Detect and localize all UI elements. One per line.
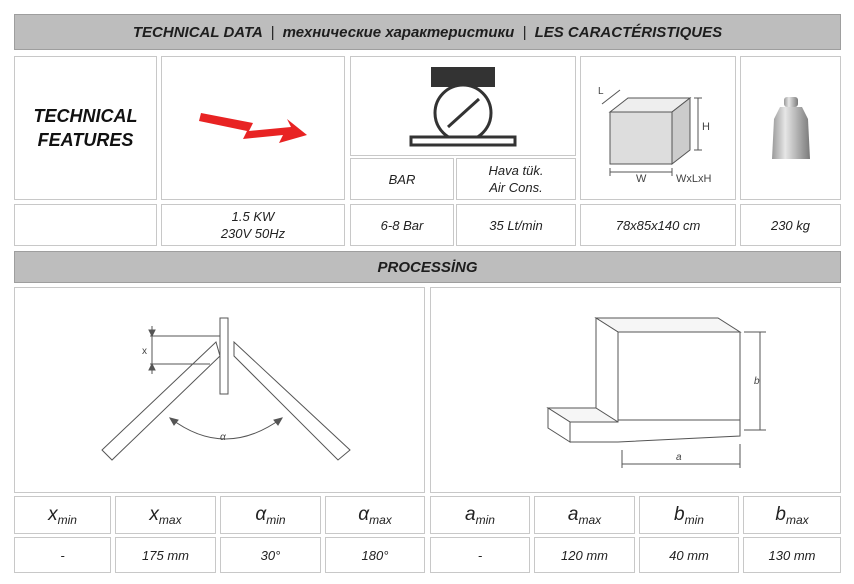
param-alphamin-label: $\alpha_{min}$ [220,496,321,534]
profile-dimensions-diagram [430,287,841,493]
param-amax-label: $a_{max}$ [534,496,635,534]
param-alphamin-value: 30° [220,537,321,573]
dimensions-icon-cell [580,56,736,200]
header-title-ru: технические характеристики [282,23,515,41]
param-amin-value: - [430,537,530,573]
b-dimension-label: b [753,376,760,387]
bar-label: BAR [388,171,416,187]
header-separator: | [270,23,275,41]
weight-icon [766,93,816,163]
bar-label-cell [350,158,454,200]
air-value: 35 Lt/min [489,217,543,233]
processing-header [14,251,841,283]
profile-cut-diagram [14,287,425,493]
param-alphamax-value: 180° [325,537,425,573]
compressor-icon-cell [350,56,576,156]
dimensions-value: 78x85x140 cm [615,217,701,233]
technical-features-label [14,56,157,200]
features-label-line1: TECHNICAL [33,106,138,126]
x-dimension-label: x [141,346,147,357]
weight-value: 230 kg [770,217,811,233]
voltage-value: 230V 50Hz [220,226,286,241]
air-label-line2: Air Cons. [489,180,543,195]
header-title-fr: LES CARACTÉRISTIQUES [534,23,723,41]
param-alphamax-label: $\alpha_{max}$ [325,496,425,534]
param-bmax-label: $b_{max}$ [743,496,841,534]
dimensions-value-cell [580,204,736,246]
param-xmin-label: $x_{min}$ [14,496,111,534]
dims-h-label: H [702,121,710,133]
l-profile-diagram [436,290,836,490]
param-amin-label: $a_{min}$ [430,496,530,534]
miter-angle-diagram [20,290,420,490]
param-bmin-label: $b_{min}$ [639,496,739,534]
alpha-angle-label: α [219,432,226,443]
weight-icon-cell [740,56,841,200]
air-value-cell [456,204,576,246]
power-icon-cell [161,56,345,200]
processing-title: PROCESSİNG [377,258,478,276]
header-title [133,24,722,41]
param-xmax-value: 175 mm [115,537,216,573]
pressure-value-cell [350,204,454,246]
pressure-value: 6-8 Bar [380,217,424,233]
header-separator: | [522,23,527,41]
param-bmax-value: 130 mm [743,537,841,573]
a-dimension-label: a [675,452,682,463]
values-row-empty [14,204,157,246]
air-consumption-label-cell [456,158,576,200]
power-value-cell [161,204,345,246]
air-label-line1: Hava tük. [488,163,544,178]
weight-value-cell [740,204,841,246]
header-title-en: TECHNICAL DATA [132,23,263,41]
technical-data-header [14,14,841,50]
power-value: 1.5 KW [231,209,275,224]
param-xmin-value: - [14,537,111,573]
features-label-line2: FEATURES [37,130,134,150]
dims-w-label: W [636,173,647,185]
dims-l-label: L [598,86,604,97]
param-bmin-value: 40 mm [639,537,739,573]
param-amax-value: 120 mm [534,537,635,573]
compressor-icon [403,61,523,151]
lightning-icon [193,103,313,153]
dimensions-icon [588,68,728,188]
param-xmax-label: $x_{max}$ [115,496,216,534]
dims-wxlxh-label: WxLxH [676,173,712,185]
